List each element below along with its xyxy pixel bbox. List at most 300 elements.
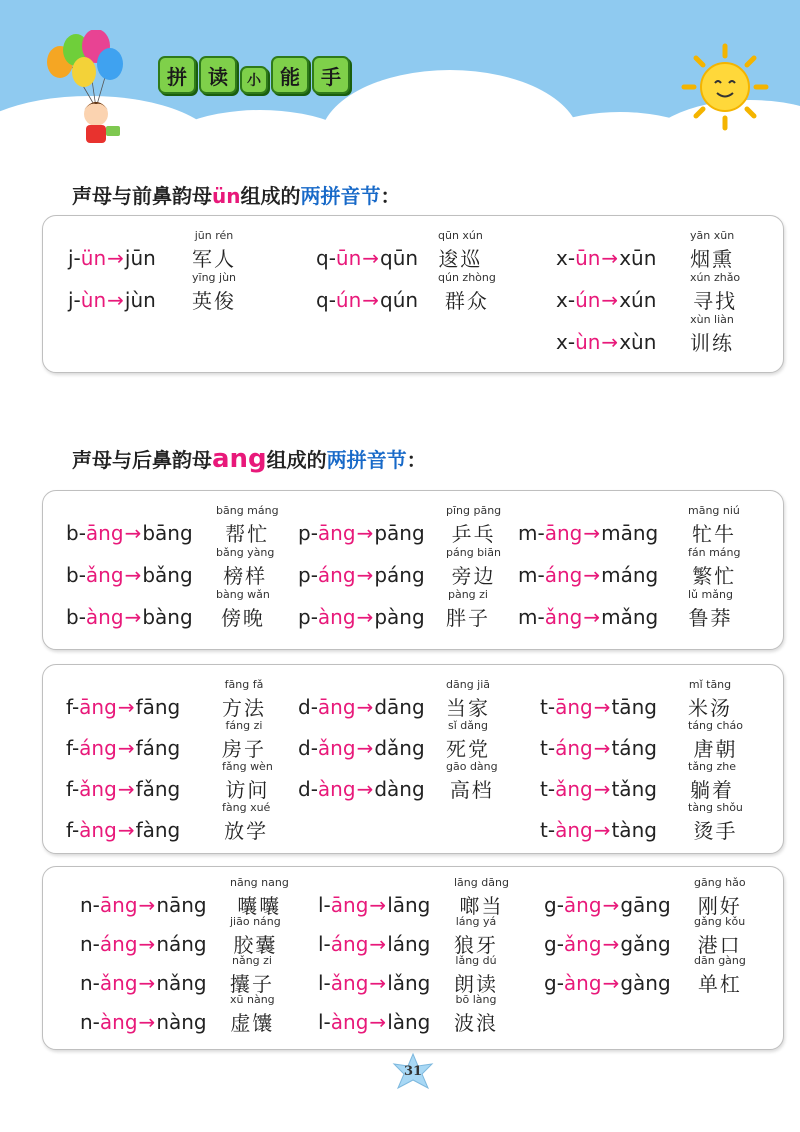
example-word: [694, 876, 746, 919]
example-word: [222, 719, 266, 762]
initial: g-: [544, 971, 564, 995]
spelling-formula: [540, 736, 657, 760]
word-pinyin: dāng jiā: [446, 678, 491, 691]
word-chinese: 唐朝: [693, 737, 738, 761]
example-word: [694, 915, 745, 958]
word-pinyin: qún zhòng: [438, 271, 496, 284]
syllable-row: [80, 954, 310, 999]
word-pinyin: bǎng yàng: [216, 546, 275, 559]
final: ūn: [335, 246, 362, 270]
syllable-row: [66, 588, 296, 633]
arrow-icon: →: [117, 736, 135, 760]
page-number-text: 31: [403, 1064, 423, 1079]
spelling-formula: [66, 605, 193, 629]
word-chinese: 狼牙: [454, 933, 498, 957]
syllable: máng: [601, 563, 659, 587]
spelling-formula: [298, 777, 425, 801]
arrow-icon: →: [601, 288, 619, 312]
syllable: tǎng: [611, 777, 657, 801]
example-word: [192, 229, 236, 272]
initial: f-: [66, 777, 80, 801]
initial: g-: [544, 932, 564, 956]
initial: t-: [540, 736, 556, 760]
initial: m-: [518, 563, 545, 587]
arrow-icon: →: [356, 736, 374, 760]
syllable-row: [66, 678, 302, 723]
example-word: [216, 588, 270, 631]
word-chinese: 烫手: [693, 819, 738, 843]
heading-text: 声母与后鼻韵母: [72, 448, 212, 472]
final: ǎng: [79, 777, 117, 801]
word-chinese: 高档: [449, 778, 494, 802]
final: āng: [79, 695, 117, 719]
word-pinyin: jiāo náng: [230, 915, 281, 928]
initial: t-: [540, 777, 556, 801]
heading-text: 组成的: [266, 448, 327, 472]
syllable: mǎng: [601, 605, 659, 629]
final: áng: [330, 932, 369, 956]
initial: p-: [298, 563, 318, 587]
spelling-formula: [80, 893, 207, 917]
syllable-row: [298, 546, 526, 591]
word-pinyin: fàng xué: [222, 801, 271, 814]
example-word: [446, 504, 501, 547]
final: āng: [85, 521, 124, 545]
spelling-formula: [540, 695, 657, 719]
syllable: qún: [380, 288, 419, 312]
word-pinyin: gǎng kǒu: [694, 915, 746, 928]
arrow-icon: →: [138, 971, 156, 995]
arrow-icon: →: [124, 521, 142, 545]
spelling-formula: [544, 893, 671, 917]
syllable-row: [80, 993, 310, 1038]
word-chinese: 旁边: [451, 564, 496, 588]
spelling-formula: [66, 563, 193, 587]
final: àng: [555, 818, 593, 842]
word-pinyin: lāng dāng: [454, 876, 509, 889]
spelling-formula: [66, 521, 193, 545]
initial: x-: [556, 246, 576, 270]
syllable-row: [556, 229, 770, 274]
arrow-icon: →: [593, 695, 611, 719]
syllable: xùn: [619, 330, 657, 354]
arrow-icon: →: [602, 932, 620, 956]
example-word: [688, 678, 732, 721]
syllable: lāng: [387, 893, 431, 917]
initial: l-: [318, 893, 331, 917]
syllable-row: [66, 546, 296, 591]
arrow-icon: →: [356, 777, 374, 801]
spelling-formula: [540, 777, 657, 801]
example-word: [688, 760, 736, 803]
title-char: 读: [199, 56, 237, 94]
arrow-icon: →: [138, 1010, 156, 1034]
word-chinese: 波浪: [454, 1011, 498, 1035]
example-word: [222, 760, 273, 803]
word-chinese: 军人: [192, 247, 236, 271]
initial: f-: [66, 736, 80, 760]
syllable: nàng: [156, 1010, 207, 1034]
word-chinese: 放学: [224, 819, 269, 843]
arrow-icon: →: [138, 932, 156, 956]
word-pinyin: nāng nang: [230, 876, 289, 889]
spelling-formula: [518, 521, 658, 545]
initial: l-: [318, 971, 331, 995]
syllable-row: [556, 271, 770, 316]
heading-colon: ：: [406, 448, 427, 472]
arrow-icon: →: [601, 246, 619, 270]
example-word: [230, 954, 274, 997]
heading-text: 组成的: [240, 184, 301, 208]
syllable: bǎng: [142, 563, 193, 587]
initial: t-: [540, 695, 556, 719]
example-word: [454, 993, 498, 1036]
heading-highlight: 两拼音节: [300, 184, 381, 208]
word-pinyin: nǎng zi: [232, 954, 272, 967]
final: àng: [317, 777, 356, 801]
word-pinyin: bàng wǎn: [216, 588, 270, 601]
word-pinyin: fāng fǎ: [224, 678, 264, 691]
spelling-formula: [540, 818, 657, 842]
word-chinese: 烟熏: [690, 247, 735, 271]
example-word: [216, 546, 274, 589]
syllable-row: [66, 719, 302, 764]
arrow-icon: →: [138, 893, 156, 917]
example-word: [446, 760, 498, 803]
arrow-icon: →: [583, 563, 601, 587]
word-chinese: 单杠: [697, 972, 742, 996]
word-chinese: 虚馕: [230, 1011, 275, 1035]
syllable: māng: [601, 521, 659, 545]
spelling-formula: [518, 563, 658, 587]
example-word: [690, 229, 734, 272]
word-pinyin: páng biān: [446, 546, 501, 559]
syllable: dǎng: [374, 736, 425, 760]
example-word: [216, 504, 279, 547]
syllable: jùn: [124, 288, 156, 312]
word-chinese: 刚好: [697, 894, 742, 918]
arrow-icon: →: [369, 893, 387, 917]
arrow-icon: →: [593, 777, 611, 801]
word-pinyin: qūn xún: [438, 229, 483, 242]
word-chinese: 米汤: [688, 696, 732, 720]
spelling-formula: [298, 736, 425, 760]
initial: x-: [556, 288, 576, 312]
syllable-row: [298, 504, 526, 549]
syllable: dāng: [374, 695, 425, 719]
spelling-formula: [318, 971, 430, 995]
spelling-formula: [66, 736, 180, 760]
final: áng: [317, 563, 356, 587]
initial: n-: [80, 1010, 100, 1034]
syllable: pàng: [374, 605, 425, 629]
initial: t-: [540, 818, 556, 842]
word-pinyin: pīng pāng: [446, 504, 502, 517]
initial: n-: [80, 971, 100, 995]
page-number-badge: [390, 1052, 436, 1092]
word-pinyin: lǎng dú: [455, 954, 497, 967]
word-pinyin: sǐ dǎng: [448, 719, 488, 732]
syllable: xún: [619, 288, 657, 312]
spelling-formula: [66, 695, 180, 719]
final: ǎng: [555, 777, 593, 801]
example-word: [446, 678, 490, 721]
word-pinyin: pàng zi: [447, 588, 488, 601]
arrow-icon: →: [356, 563, 374, 587]
word-pinyin: māng niú: [688, 504, 740, 517]
word-pinyin: bō làng: [455, 993, 497, 1006]
initial: n-: [80, 932, 100, 956]
example-word: [230, 993, 275, 1036]
final: āng: [330, 893, 369, 917]
spelling-formula: [68, 246, 156, 270]
initial: f-: [66, 695, 80, 719]
section-heading-ang: [72, 444, 427, 474]
example-word: [690, 271, 740, 314]
spelling-formula: [556, 246, 656, 270]
word-pinyin: bāng máng: [216, 504, 279, 517]
arrow-icon: →: [356, 605, 374, 629]
final: àng: [85, 605, 124, 629]
arrow-icon: →: [583, 605, 601, 629]
title-char: 小: [240, 66, 268, 94]
syllable-row: [518, 504, 768, 549]
syllable-row: [544, 954, 774, 999]
spelling-formula: [66, 777, 180, 801]
syllable: bāng: [142, 521, 193, 545]
word-chinese: 胶囊: [233, 933, 278, 957]
balloons-girl-illustration: [38, 30, 148, 150]
syllable-row: [298, 760, 526, 805]
example-word: [454, 954, 498, 997]
example-word: [446, 719, 490, 762]
title-char: 拼: [158, 56, 196, 94]
final: ün: [80, 246, 107, 270]
final: ùn: [80, 288, 107, 312]
final: āng: [563, 893, 602, 917]
syllable-row: [318, 915, 534, 960]
word-chinese: 啷当: [459, 894, 504, 918]
word-pinyin: xū nàng: [230, 993, 275, 1006]
syllable: náng: [156, 932, 207, 956]
word-chinese: 繁忙: [692, 564, 737, 588]
final: áng: [79, 736, 117, 760]
word-chinese: 港口: [697, 933, 742, 957]
final: àng: [330, 1010, 369, 1034]
syllable-row: [66, 801, 302, 846]
word-pinyin: fán máng: [688, 546, 741, 559]
syllable: táng: [611, 736, 657, 760]
spelling-formula: [80, 932, 207, 956]
example-word: [688, 719, 743, 762]
example-word: [438, 229, 483, 272]
heading-highlight: 两拼音节: [326, 448, 407, 472]
initial: b-: [66, 521, 86, 545]
heading-colon: ：: [380, 184, 401, 208]
word-chinese: 当家: [446, 696, 491, 720]
initial: j-: [68, 246, 81, 270]
syllable-row: [540, 719, 768, 764]
syllable-row: [518, 546, 768, 591]
initial: d-: [298, 777, 318, 801]
syllable: fǎng: [135, 777, 181, 801]
syllable: gàng: [620, 971, 671, 995]
final: áng: [99, 932, 138, 956]
arrow-icon: →: [117, 695, 135, 719]
syllable: fàng: [135, 818, 181, 842]
arrow-icon: →: [593, 736, 611, 760]
final: ǎng: [563, 932, 602, 956]
initial: d-: [298, 695, 318, 719]
syllable: bàng: [142, 605, 193, 629]
word-pinyin: táng cháo: [688, 719, 743, 732]
syllable-row: [556, 313, 770, 358]
example-word: [230, 876, 289, 919]
word-pinyin: xùn liàn: [690, 313, 734, 326]
spelling-formula: [518, 605, 658, 629]
syllable-row: [298, 719, 526, 764]
final: ǎng: [85, 563, 124, 587]
final: ǎng: [544, 605, 583, 629]
word-chinese: 死党: [446, 737, 490, 761]
spelling-formula: [68, 288, 156, 312]
word-pinyin: lǔ mǎng: [688, 588, 733, 601]
spelling-formula: [298, 695, 425, 719]
word-pinyin: dān gàng: [694, 954, 746, 967]
spelling-formula: [80, 1010, 207, 1034]
example-word: [694, 954, 746, 997]
spelling-formula: [544, 971, 671, 995]
syllable-row: [298, 588, 526, 633]
syllable: tāng: [611, 695, 657, 719]
word-chinese: 胖子: [446, 606, 490, 630]
syllable-row: [316, 229, 518, 274]
spelling-formula: [544, 932, 671, 956]
syllable-row: [298, 678, 526, 723]
final: ún: [575, 288, 601, 312]
syllable-row: [318, 993, 534, 1038]
spelling-formula: [66, 818, 180, 842]
syllable-row: [318, 954, 534, 999]
initial: q-: [316, 288, 336, 312]
word-chinese: 寻找: [693, 289, 738, 313]
example-word: [454, 876, 509, 919]
syllable-row: [316, 271, 518, 316]
section-heading-un: [72, 180, 400, 209]
initial: d-: [298, 736, 318, 760]
arrow-icon: →: [107, 288, 124, 312]
word-chinese: 榜样: [223, 564, 268, 588]
syllable: làng: [387, 1010, 431, 1034]
initial: j-: [68, 288, 81, 312]
word-chinese: 朗读: [454, 972, 498, 996]
initial: m-: [518, 521, 545, 545]
example-word: [222, 801, 270, 844]
word-chinese: 房子: [222, 737, 266, 761]
syllable: qūn: [380, 246, 419, 270]
spelling-formula: [298, 563, 425, 587]
initial: l-: [318, 932, 331, 956]
final: áng: [555, 736, 593, 760]
example-word: [446, 588, 490, 631]
word-chinese: 逡巡: [438, 247, 483, 271]
syllable-row: [540, 678, 768, 723]
final: ǎng: [330, 971, 369, 995]
final: àng: [563, 971, 602, 995]
heading-text: 声母与前鼻韵母: [72, 184, 212, 208]
arrow-icon: →: [369, 932, 387, 956]
arrow-icon: →: [369, 1010, 387, 1034]
initial: g-: [544, 893, 564, 917]
word-pinyin: gāo dàng: [446, 760, 498, 773]
word-chinese: 方法: [222, 696, 266, 720]
syllable: nǎng: [156, 971, 207, 995]
final: àng: [79, 818, 117, 842]
word-pinyin: yīng jùn: [192, 271, 237, 284]
word-chinese: 英俊: [192, 289, 237, 313]
word-chinese: 帮忙: [225, 522, 270, 546]
syllable-row: [518, 588, 768, 633]
initial: p-: [298, 605, 318, 629]
word-pinyin: xún zhǎo: [690, 271, 741, 284]
final: ūn: [575, 246, 601, 270]
word-chinese: 群众: [444, 289, 489, 313]
sun-icon: [680, 42, 770, 132]
word-pinyin: tàng shǒu: [688, 801, 743, 814]
arrow-icon: →: [362, 246, 380, 270]
title-char: 手: [312, 56, 350, 94]
final: āng: [555, 695, 593, 719]
word-chinese: 牤牛: [691, 522, 736, 546]
initial: b-: [66, 563, 86, 587]
example-word: [222, 678, 266, 721]
initial: f-: [66, 818, 80, 842]
arrow-icon: →: [602, 893, 620, 917]
example-word: [688, 588, 733, 631]
word-chinese: 鲁莽: [688, 606, 733, 630]
spelling-formula: [316, 246, 418, 270]
arrow-icon: →: [107, 246, 124, 270]
final: āng: [544, 521, 583, 545]
heading-final: ang: [212, 444, 267, 474]
syllable-row: [540, 760, 768, 805]
word-pinyin: gāng hǎo: [694, 876, 746, 889]
word-pinyin: mǐ tāng: [688, 678, 732, 691]
word-chinese: 傍晚: [220, 606, 265, 630]
example-word: [454, 915, 498, 958]
spelling-formula: [318, 932, 430, 956]
word-chinese: 躺着: [690, 778, 735, 802]
initial: b-: [66, 605, 86, 629]
word-chinese: 攮子: [230, 972, 274, 996]
arrow-icon: →: [117, 777, 135, 801]
example-word: [688, 504, 740, 547]
title-char: 能: [271, 56, 309, 94]
spelling-formula: [318, 893, 430, 917]
arrow-icon: →: [593, 818, 611, 842]
final: āng: [99, 893, 138, 917]
final: ún: [335, 288, 362, 312]
word-pinyin: fǎng wèn: [222, 760, 273, 773]
word-pinyin: fáng zi: [225, 719, 263, 732]
syllable: láng: [387, 932, 431, 956]
syllable: jūn: [124, 246, 156, 270]
arrow-icon: →: [124, 563, 142, 587]
final: āng: [317, 521, 356, 545]
example-word: [438, 271, 496, 314]
final: āng: [317, 695, 356, 719]
initial: q-: [316, 246, 336, 270]
